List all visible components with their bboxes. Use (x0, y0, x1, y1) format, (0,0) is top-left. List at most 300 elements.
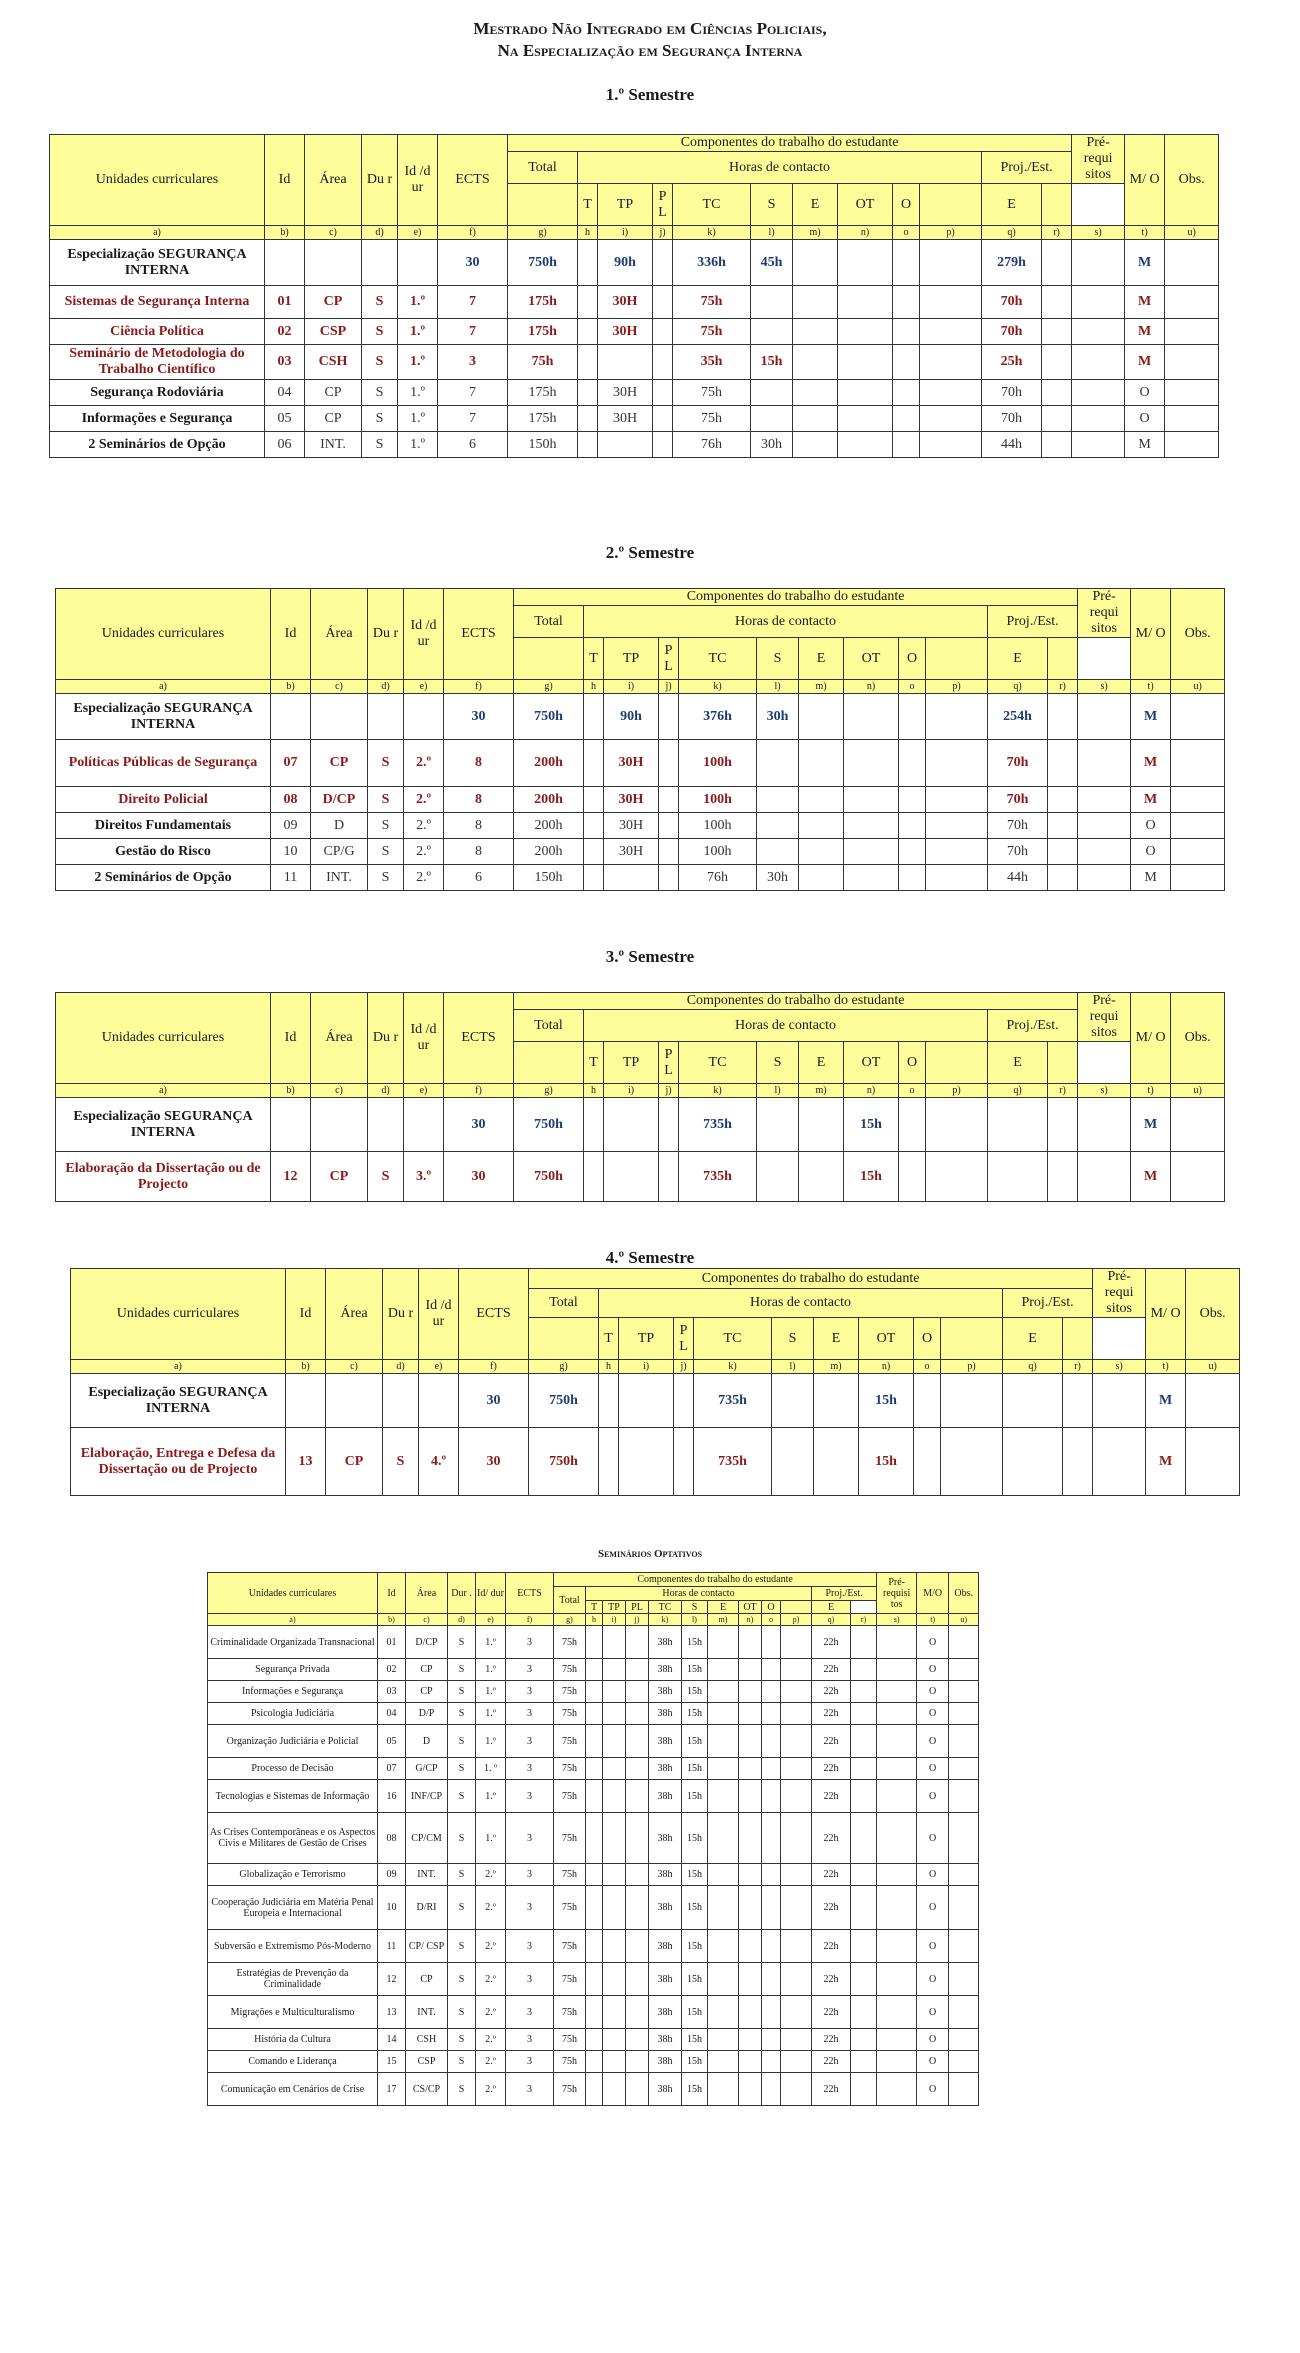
opt-id: 04 (378, 1703, 406, 1725)
header-dur: Du r (362, 135, 398, 226)
opt-dur: S (448, 1996, 476, 2029)
opt-id: 11 (378, 1930, 406, 1963)
header-total-blank (508, 184, 578, 226)
opt-name: Criminalidade Organizada Transnacional (208, 1626, 378, 1659)
header-dur: Du r (383, 1269, 419, 1360)
uc-name: Segurança Rodoviária (50, 380, 265, 406)
opt-header-components: Componentes do trabalho do estudante (554, 1573, 877, 1587)
opt-header-horas: Horas de contacto (586, 1587, 812, 1601)
opt-id: 15 (378, 2051, 406, 2073)
column-letter: a) (56, 1084, 271, 1098)
column-letter: a) (56, 680, 271, 694)
header-e2: E (1003, 1318, 1063, 1360)
opt-pre (877, 2073, 917, 2106)
header-horas: Horas de contacto (578, 152, 982, 184)
opt-p (781, 1758, 812, 1780)
header-area: Área (305, 135, 362, 226)
uc-tp (604, 1098, 659, 1152)
opt-dur: S (448, 1703, 476, 1725)
uc-e (799, 787, 844, 813)
opt-header-pl: PL (626, 1601, 649, 1614)
uc-av (1042, 380, 1072, 406)
opt-column-letter: h (586, 1614, 603, 1626)
header-ot: OT (844, 1042, 899, 1084)
opt-tc: 38h (649, 1813, 682, 1864)
uc-tp: 30H (604, 813, 659, 839)
uc-ot (838, 240, 893, 286)
opt-ot (739, 1725, 762, 1758)
header-ects: ECTS (438, 135, 508, 226)
opt-o (762, 1725, 781, 1758)
header-ot: OT (859, 1318, 914, 1360)
opt-id: 08 (378, 1813, 406, 1864)
uc-mo: M (1125, 432, 1165, 458)
uc-o (893, 319, 920, 345)
opt-column-letter: g) (554, 1614, 586, 1626)
opt-iddur: 2.º (476, 2051, 506, 2073)
uc-s (751, 406, 793, 432)
uc-tp: 30H (598, 286, 653, 319)
opt-ot (739, 1626, 762, 1659)
uc-dur: S (362, 286, 398, 319)
uc-p (920, 319, 982, 345)
opt-name: Comando e Liderança (208, 2051, 378, 2073)
uc-pl (653, 286, 673, 319)
opt-p (781, 1813, 812, 1864)
uc-mo: M (1131, 1098, 1171, 1152)
opt-ot (739, 1813, 762, 1864)
opt-obs (949, 1813, 979, 1864)
uc-s (772, 1428, 814, 1496)
opt-e (708, 2029, 739, 2051)
opt-p (781, 2029, 812, 2051)
opt-o (762, 1996, 781, 2029)
column-letter: r) (1042, 226, 1072, 240)
opt-ects: 3 (506, 1681, 554, 1703)
column-letter: d) (383, 1360, 419, 1374)
opt-e (708, 1725, 739, 1758)
uc-tc: 735h (679, 1098, 757, 1152)
uc-pre (1078, 839, 1131, 865)
optativo-row (208, 1703, 979, 1725)
header-pre-blank (1063, 1318, 1093, 1360)
opt-column-letter: a) (208, 1614, 378, 1626)
opt-area: D (406, 1725, 448, 1758)
opt-header-tp: TP (603, 1601, 626, 1614)
opt-tc: 38h (649, 1930, 682, 1963)
opt-column-letter: n) (739, 1614, 762, 1626)
uc-t (584, 1098, 604, 1152)
header-total: Total (508, 152, 578, 184)
column-letter: p) (920, 226, 982, 240)
uc-proj-e: 70h (988, 787, 1048, 813)
uc-o (899, 787, 926, 813)
header-obs: Obs. (1171, 589, 1225, 680)
uc-o (893, 240, 920, 286)
opt-dur: S (448, 1681, 476, 1703)
opt-p (781, 1659, 812, 1681)
header-obs: Obs. (1171, 993, 1225, 1084)
uc-t (578, 345, 598, 380)
uc-ot (838, 345, 893, 380)
opt-column-letter: o (762, 1614, 781, 1626)
opt-t (586, 1626, 603, 1659)
uc-mo: M (1131, 740, 1171, 787)
opt-mo: O (917, 1626, 949, 1659)
opt-mo: O (917, 2051, 949, 2073)
header-pre-blank (1042, 184, 1072, 226)
semester-table (49, 134, 1219, 458)
header-area: Área (311, 993, 368, 1084)
uc-pre (1078, 865, 1131, 891)
header-tp: TP (619, 1318, 674, 1360)
column-letter: g) (508, 226, 578, 240)
opt-ects: 3 (506, 2073, 554, 2106)
uc-area: D (311, 813, 368, 839)
uc-name: 2 Seminários de Opção (50, 432, 265, 458)
opt-av (851, 2029, 877, 2051)
opt-pre (877, 2029, 917, 2051)
opt-header-e2: E (812, 1601, 851, 1614)
opt-tp (603, 2073, 626, 2106)
table-row (50, 345, 1219, 380)
header-e: E (793, 184, 838, 226)
opt-id: 02 (378, 1659, 406, 1681)
opt-column-letter: f) (506, 1614, 554, 1626)
column-letter: g) (529, 1360, 599, 1374)
uc-tc: 100h (679, 839, 757, 865)
header-s: S (772, 1318, 814, 1360)
opt-column-letter: b) (378, 1614, 406, 1626)
uc-pl (653, 319, 673, 345)
uc-obs (1171, 813, 1225, 839)
opt-total: 75h (554, 1886, 586, 1930)
uc-area (311, 1098, 368, 1152)
uc-o (893, 345, 920, 380)
uc-pre (1072, 345, 1125, 380)
column-letter: t) (1131, 680, 1171, 694)
optativos-table (207, 1572, 979, 2106)
column-letter: s) (1078, 1084, 1131, 1098)
uc-dur: S (362, 406, 398, 432)
column-letter: r) (1048, 680, 1078, 694)
uc-ot (838, 286, 893, 319)
uc-ot (838, 319, 893, 345)
uc-proj-e: 70h (982, 286, 1042, 319)
uc-tc: 75h (673, 380, 751, 406)
header-ects: ECTS (444, 993, 514, 1084)
header-horas: Horas de contacto (599, 1289, 1003, 1318)
opt-pre (877, 1659, 917, 1681)
opt-mo: O (917, 1886, 949, 1930)
header-pre: Pré- requi sitos (1072, 135, 1125, 184)
header-total-blank (514, 1042, 584, 1084)
uc-obs (1165, 240, 1219, 286)
uc-pl (659, 694, 679, 740)
opt-column-letter: t) (917, 1614, 949, 1626)
opt-pre (877, 1626, 917, 1659)
opt-t (586, 1780, 603, 1813)
opt-area: CP (406, 1681, 448, 1703)
uc-proj-e (988, 1152, 1048, 1202)
header-pl: P L (659, 638, 679, 680)
uc-tc: 100h (679, 813, 757, 839)
column-letter: f) (459, 1360, 529, 1374)
opt-o (762, 2051, 781, 2073)
column-letter: j) (653, 226, 673, 240)
uc-tc: 75h (673, 319, 751, 345)
opt-ects: 3 (506, 1813, 554, 1864)
column-letter: m) (814, 1360, 859, 1374)
opt-dur: S (448, 1886, 476, 1930)
optativo-row (208, 1963, 979, 1996)
uc-s (772, 1374, 814, 1428)
opt-o (762, 1886, 781, 1930)
semester-title: 4.º Semestre (605, 1248, 695, 1267)
opt-tc: 38h (649, 1996, 682, 2029)
opt-av (851, 1703, 877, 1725)
opt-tp (603, 1758, 626, 1780)
opt-ot (739, 1963, 762, 1996)
opt-column-letter: d) (448, 1614, 476, 1626)
uc-mo: M (1131, 694, 1171, 740)
opt-total: 75h (554, 1996, 586, 2029)
opt-obs (949, 1996, 979, 2029)
header-ot: OT (838, 184, 893, 226)
uc-pre (1078, 1098, 1131, 1152)
optativo-row (208, 1725, 979, 1758)
opt-pre (877, 1681, 917, 1703)
header-o: O (893, 184, 920, 226)
uc-ects: 7 (438, 380, 508, 406)
uc-total: 150h (508, 432, 578, 458)
uc-e (799, 740, 844, 787)
opt-iddur: 2.º (476, 1930, 506, 1963)
header-tc: TC (694, 1318, 772, 1360)
header-iddur: Id /d ur (419, 1269, 459, 1360)
opt-tc: 38h (649, 1626, 682, 1659)
opt-p (781, 1886, 812, 1930)
uc-proj-e: 70h (988, 839, 1048, 865)
opt-iddur: 1.º (476, 1703, 506, 1725)
opt-ot (739, 1864, 762, 1886)
opt-o (762, 1659, 781, 1681)
opt-total: 75h (554, 1780, 586, 1813)
header-uc: Unidades curriculares (50, 135, 265, 226)
opt-total: 75h (554, 1963, 586, 1996)
uc-iddur: 1.º (398, 380, 438, 406)
opt-header-id: Id (378, 1573, 406, 1614)
uc-total: 175h (508, 406, 578, 432)
uc-tp: 30H (604, 839, 659, 865)
uc-t (578, 432, 598, 458)
uc-t (584, 1152, 604, 1202)
column-letter: q) (1003, 1360, 1063, 1374)
optativo-row (208, 1996, 979, 2029)
uc-ects: 30 (438, 240, 508, 286)
uc-ot (838, 406, 893, 432)
opt-proj-e: 22h (812, 1725, 851, 1758)
uc-s (757, 839, 799, 865)
uc-pl (653, 432, 673, 458)
uc-ects: 8 (444, 839, 514, 865)
uc-ot (838, 432, 893, 458)
opt-pl (626, 2029, 649, 2051)
semester-table (55, 992, 1225, 1202)
uc-iddur: 2.º (404, 740, 444, 787)
uc-obs (1171, 865, 1225, 891)
opt-s: 15h (682, 1626, 708, 1659)
opt-mo: O (917, 1703, 949, 1725)
opt-dur: S (448, 1864, 476, 1886)
uc-pre (1078, 694, 1131, 740)
opt-total: 75h (554, 1725, 586, 1758)
opt-total: 75h (554, 2051, 586, 2073)
column-letter: j) (674, 1360, 694, 1374)
opt-column-letter: m) (708, 1614, 739, 1626)
uc-p (920, 432, 982, 458)
uc-t (584, 694, 604, 740)
uc-area: CP (305, 406, 362, 432)
opt-t (586, 2073, 603, 2106)
uc-area: CP (311, 1152, 368, 1202)
uc-pre (1072, 406, 1125, 432)
opt-ot (739, 1659, 762, 1681)
opt-mo: O (917, 1725, 949, 1758)
header-p-blank (920, 184, 982, 226)
opt-av (851, 1681, 877, 1703)
column-letter: c) (326, 1360, 383, 1374)
opt-tc: 38h (649, 2051, 682, 2073)
column-letter: q) (982, 226, 1042, 240)
header-components: Componentes do trabalho do estudante (514, 993, 1078, 1010)
uc-iddur: 2.º (404, 839, 444, 865)
uc-t (578, 286, 598, 319)
uc-tc: 76h (673, 432, 751, 458)
opt-pl (626, 1864, 649, 1886)
optativo-row (208, 1864, 979, 1886)
opt-pre (877, 1725, 917, 1758)
opt-s: 15h (682, 1659, 708, 1681)
uc-mo: M (1146, 1428, 1186, 1496)
opt-header-s: S (682, 1601, 708, 1614)
column-letter: l) (751, 226, 793, 240)
uc-pre (1093, 1374, 1146, 1428)
uc-o (899, 1152, 926, 1202)
opt-av (851, 2051, 877, 2073)
column-letter: n) (844, 680, 899, 694)
opt-proj-e: 22h (812, 1996, 851, 2029)
header-tc: TC (679, 1042, 757, 1084)
uc-pl (659, 787, 679, 813)
table-row (50, 406, 1219, 432)
column-letter: i) (619, 1360, 674, 1374)
opt-ects: 3 (506, 1758, 554, 1780)
column-letter: h (584, 1084, 604, 1098)
opt-column-letter: c) (406, 1614, 448, 1626)
opt-av (851, 1963, 877, 1996)
uc-obs (1165, 286, 1219, 319)
uc-id: 06 (265, 432, 305, 458)
column-letter: r) (1063, 1360, 1093, 1374)
opt-header-mo: M/O (917, 1573, 949, 1614)
opt-o (762, 1930, 781, 1963)
opt-area: CP/ CSP (406, 1930, 448, 1963)
uc-o (914, 1374, 941, 1428)
opt-proj-e: 22h (812, 2073, 851, 2106)
column-letter: o (914, 1360, 941, 1374)
opt-iddur: 2.º (476, 1864, 506, 1886)
opt-p (781, 1703, 812, 1725)
uc-ects: 7 (438, 286, 508, 319)
opt-e (708, 1996, 739, 2029)
uc-dur (368, 1098, 404, 1152)
opt-name: Informações e Segurança (208, 1681, 378, 1703)
opt-header-obs: Obs. (949, 1573, 979, 1614)
opt-dur: S (448, 2051, 476, 2073)
column-letter: e) (404, 680, 444, 694)
uc-area: CP (311, 740, 368, 787)
header-p-blank (926, 638, 988, 680)
uc-total: 750h (514, 1098, 584, 1152)
header-id: Id (265, 135, 305, 226)
uc-mo: M (1131, 865, 1171, 891)
header-obs: Obs. (1186, 1269, 1240, 1360)
header-uc: Unidades curriculares (56, 589, 271, 680)
column-letter: l) (772, 1360, 814, 1374)
uc-dur: S (362, 432, 398, 458)
column-letter: i) (598, 226, 653, 240)
uc-area (305, 240, 362, 286)
opt-tp (603, 1780, 626, 1813)
uc-obs (1171, 740, 1225, 787)
header-pre-blank (1048, 638, 1078, 680)
header-pre: Pré- requi sitos (1078, 993, 1131, 1042)
opt-header-area: Área (406, 1573, 448, 1614)
uc-area: INT. (305, 432, 362, 458)
uc-p (926, 1152, 988, 1202)
uc-ot (844, 740, 899, 787)
opt-obs (949, 1864, 979, 1886)
opt-p (781, 2073, 812, 2106)
opt-obs (949, 1963, 979, 1996)
opt-area: INT. (406, 1996, 448, 2029)
opt-o (762, 1813, 781, 1864)
opt-tp (603, 1864, 626, 1886)
uc-id: 03 (265, 345, 305, 380)
header-total: Total (529, 1289, 599, 1318)
column-letter: k) (673, 226, 751, 240)
uc-iddur (404, 694, 444, 740)
header-iddur: Id /d ur (398, 135, 438, 226)
opt-name: As Crises Contemporâneas e os Aspectos Civis e Militares de Gestão de Crises (208, 1813, 378, 1864)
uc-obs (1186, 1374, 1240, 1428)
opt-area: CSP (406, 2051, 448, 2073)
opt-t (586, 1864, 603, 1886)
opt-e (708, 1886, 739, 1930)
header-ot: OT (844, 638, 899, 680)
uc-p (926, 1098, 988, 1152)
uc-id: 04 (265, 380, 305, 406)
opt-pre (877, 1758, 917, 1780)
column-letter: b) (286, 1360, 326, 1374)
semester-table (70, 1268, 1240, 1496)
header-t: T (584, 638, 604, 680)
header-horas: Horas de contacto (584, 606, 988, 638)
opt-proj-e: 22h (812, 1930, 851, 1963)
opt-obs (949, 2073, 979, 2106)
optativo-row (208, 1930, 979, 1963)
